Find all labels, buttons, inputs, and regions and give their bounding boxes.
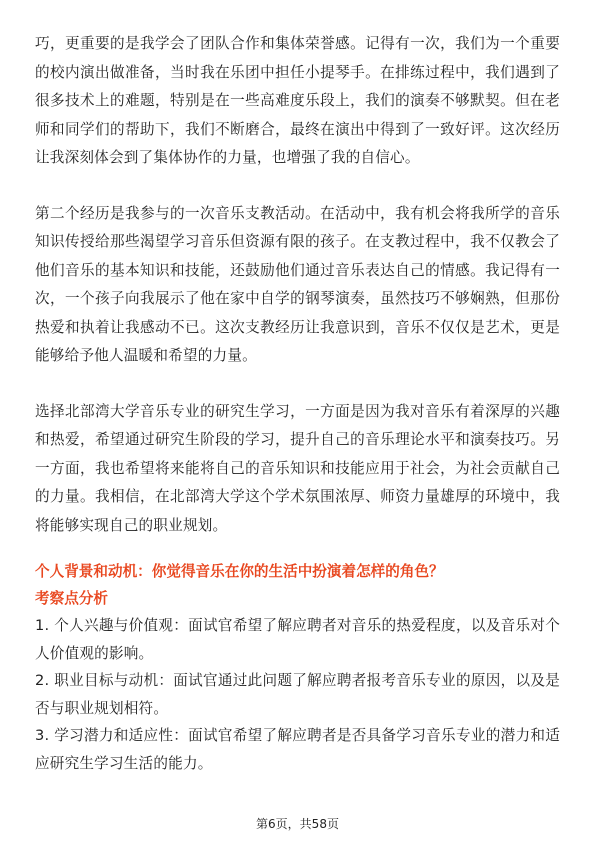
body-paragraph: 选择北部湾大学音乐专业的研究生学习，一方面是因为我对音乐有着深厚的兴趣和热爱，希望通过研究生阶段的学习，提升自己的音乐理论水平和演奏技巧。另一方面，我也希望将来能将自己的音乐知识和技能应用于社会，为社会贡献自己的力量。我相信，在北部湾大学这个学术氛围浓厚、师资力量雄厚的环境中，我将能够实现自己的职业规划。 [35, 402, 560, 534]
body-paragraph: 巧，更重要的是我学会了团队合作和集体荣誉感。记得有一次，我们为一个重要的校内演出做准备，当时我在乐团中担任小提琴手。在排练过程中，我们遇到了很多技术上的难题，特别是在一些高难度乐段上，我们的演奏不够默契。但在老师和同学们的帮助下，我们不断磨合，最终在演出中得到了一致好评。这次经历让我深刻体会到了集体协作的力量，也增强了我的自信心。 [35, 35, 560, 166]
page-content [35, 30, 560, 777]
analysis-point: 2. 职业目标与动机：面试官通过此问题了解应聘者报考音乐专业的原因，以及是否与职业规划相符。 [35, 672, 560, 717]
page-number: 第6页，共58页 [256, 817, 339, 831]
body-paragraph: 第二个经历是我参与的一次音乐支教活动。在活动中，我有机会将我所学的音乐知识传授给那些渴望学习音乐但资源有限的孩子。在支教过程中，我不仅教会了他们音乐的基本知识和技能，还鼓励他们通过音乐表达自己的情感。我记得有一次，一个孩子向我展示了他在家中自学的钢琴演奏，虽然技巧不够娴熟，但那份热爱和执着让我感动不已。这次支教经历让我意识到，音乐不仅仅是艺术，更是能够给予他人温暖和希望的力量。 [35, 204, 560, 364]
analysis-heading: 考察点分析 [35, 590, 108, 607]
interview-question: 个人背景和动机：你觉得音乐在你的生活中扮演着怎样的角色？ [35, 563, 444, 580]
analysis-point: 1. 个人兴趣与价值观：面试官希望了解应聘者对音乐的热爱程度，以及音乐对个人价值观的影响。 [35, 617, 560, 662]
analysis-point: 3. 学习潜力和适应性：面试官希望了解应聘者是否具备学习音乐专业的潜力和适应研究生学习生活的能力。 [35, 727, 560, 772]
